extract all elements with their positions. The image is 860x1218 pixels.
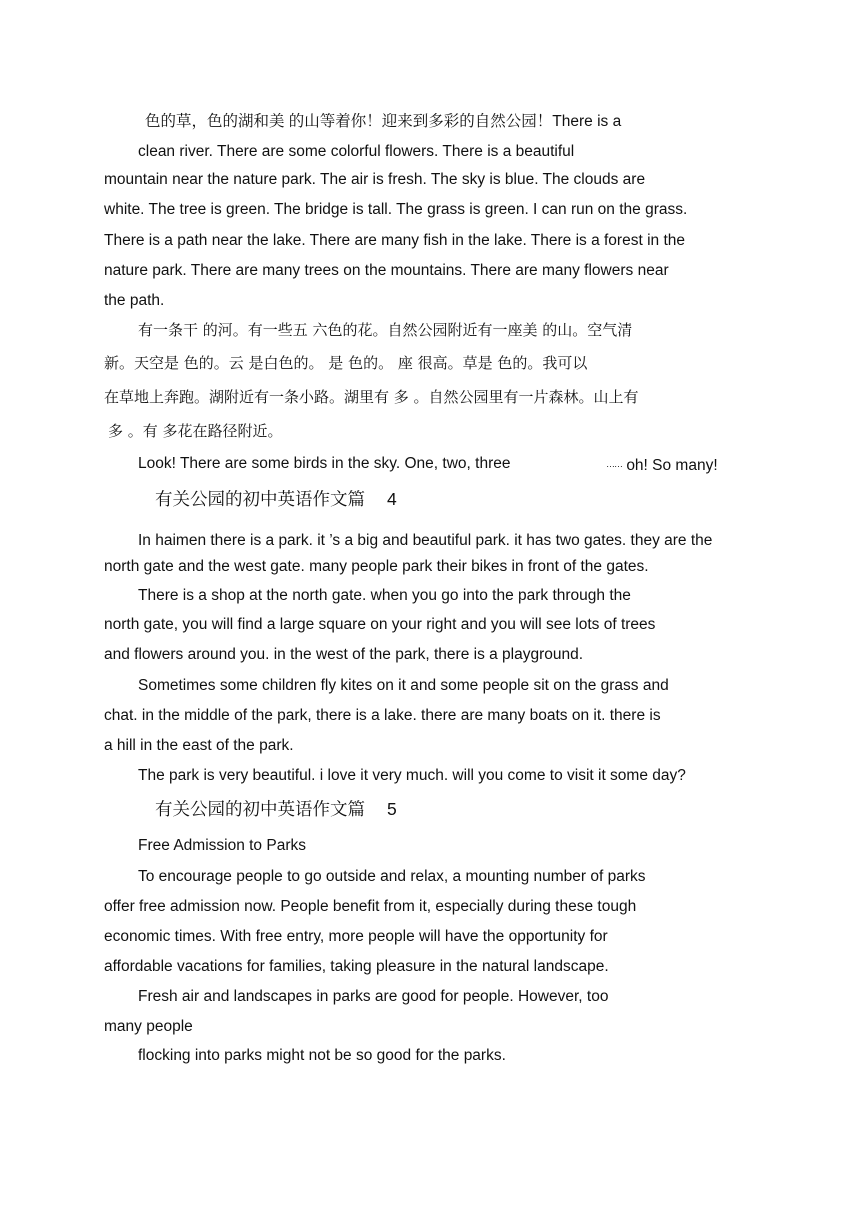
text-line: clean river. There are some colorful flowers. There is a beautiful bbox=[138, 143, 575, 160]
heading-text: 有关公园的初中英语作文篇 bbox=[155, 490, 365, 510]
section-heading bbox=[155, 488, 397, 511]
heading-text: 有关公园的初中英语作文篇 bbox=[155, 800, 365, 820]
text-line-end bbox=[606, 454, 718, 476]
text-line: offer free admission now. People benefit from it, especially during these tough bbox=[104, 898, 637, 915]
text-line: north gate and the west gate. many people park their bikes in front of the gates. bbox=[104, 558, 649, 575]
text-line: many people bbox=[104, 1018, 193, 1035]
heading-number: 5 bbox=[387, 799, 397, 819]
section-heading bbox=[155, 798, 397, 821]
text-line: mountain near the nature park. The air is fresh. The sky is blue. The clouds are bbox=[104, 171, 646, 188]
text-line: north gate, you will find a large square on your right and you will see lots of trees bbox=[104, 616, 656, 633]
text-line: economic times. With free entry, more people will have the opportunity for bbox=[104, 928, 608, 945]
text-line: flocking into parks might not be so good for the parks. bbox=[138, 1047, 506, 1064]
text-line: There is a path near the lake. There are many fish in the lake. There is a forest in the bbox=[104, 232, 685, 249]
essay-title: Free Admission to Parks bbox=[138, 837, 306, 854]
text-line: chat. in the middle of the park, there is a lake. there are many boats on it. there is bbox=[104, 707, 661, 724]
text-line: In haimen there is a park. it ’s a big and beautiful park. it has two gates. they are the bbox=[138, 532, 713, 549]
ellipsis: …… bbox=[606, 459, 622, 469]
text-line: white. The tree is green. The bridge is tall. The grass is green. I can run on the grass. bbox=[104, 201, 688, 218]
text-line: 色的草，色的湖和美 的山等着你！迎来到多彩的自然公园！There is a bbox=[145, 113, 622, 130]
text-line: To encourage people to go outside and relax, a mounting number of parks bbox=[138, 868, 646, 885]
text-fragment: oh! So many! bbox=[626, 457, 718, 474]
text-line: and flowers around you. in the west of the park, there is a playground. bbox=[104, 646, 584, 663]
chinese-text-line: 新。天空是 色的。云 是白色的。 是 色的。 座 很高。草是 色的。我可以 bbox=[104, 354, 588, 372]
text-line: nature park. There are many trees on the mountains. There are many flowers near bbox=[104, 262, 669, 279]
text-line: a hill in the east of the park. bbox=[104, 737, 294, 754]
chinese-text-line: 有一条干 的河。有一些五 六色的花。自然公园附近有一座美 的山。空气清 bbox=[138, 321, 633, 339]
heading-number: 4 bbox=[387, 489, 397, 509]
text-line: Look! There are some birds in the sky. One, two, three bbox=[138, 455, 511, 472]
text-line: There is a shop at the north gate. when you go into the park through the bbox=[138, 587, 631, 604]
chinese-text-line: 在草地上奔跑。湖附近有一条小路。湖里有 多 。自然公园里有一片森林。山上有 bbox=[104, 388, 639, 406]
chinese-text-line: 多 。有 多花在路径附近。 bbox=[108, 422, 283, 440]
text-line: The park is very beautiful. i love it very much. will you come to visit it some day? bbox=[138, 767, 686, 784]
text-line: affordable vacations for families, taking pleasure in the natural landscape. bbox=[104, 958, 609, 975]
text-line: Fresh air and landscapes in parks are good for people. However, too bbox=[138, 988, 609, 1005]
text-line: the path. bbox=[104, 292, 165, 309]
text-line: Sometimes some children fly kites on it and some people sit on the grass and bbox=[138, 677, 669, 694]
